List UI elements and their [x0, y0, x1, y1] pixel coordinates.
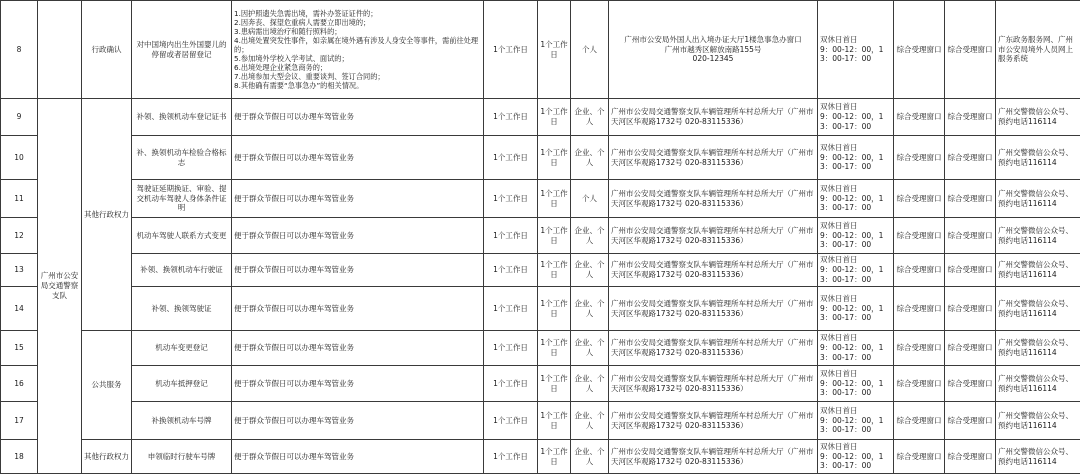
row-number: 18	[1, 440, 38, 474]
window-cell: 综合受理窗口	[894, 1, 945, 99]
conditions-cell: 便于群众节假日可以办理车驾管业务	[232, 331, 484, 366]
item-name: 补领、换领机动车行驶证	[132, 254, 232, 287]
category-cell: 公共服务	[82, 331, 132, 440]
table-row	[1, 366, 1080, 402]
blank-cell	[38, 1, 82, 99]
row-number: 9	[1, 99, 38, 136]
window-cell: 综合受理窗口	[945, 180, 996, 218]
hours-cell: 双休日首日 9：00-12：00，13：00-17：00	[818, 99, 894, 136]
table-row	[1, 254, 1080, 287]
window-cell: 综合受理窗口	[945, 99, 996, 136]
window-cell: 综合受理窗口	[945, 136, 996, 180]
row-number: 10	[1, 136, 38, 180]
item-name: 补换领机动车号牌	[132, 402, 232, 440]
target-cell: 企业、个人	[571, 402, 609, 440]
promise-time: 1个工作日	[538, 402, 571, 440]
department-cell: 广州市公安局交通警察支队	[38, 99, 82, 474]
time-limit: 1个工作日	[484, 218, 538, 254]
promise-time: 1个工作日	[538, 331, 571, 366]
location-cell: 广州市公安局交通警察支队车辆管理所车村总所大厅（广州市天河区华观路1732号 020-83115336）	[609, 136, 818, 180]
window-cell: 综合受理窗口	[945, 331, 996, 366]
row-number: 12	[1, 218, 38, 254]
promise-time: 1个工作日	[538, 254, 571, 287]
table-row	[1, 402, 1080, 440]
channel-cell: 广州交警微信公众号、预约电话116114	[996, 331, 1080, 366]
item-name: 机动车驾驶人联系方式变更	[132, 218, 232, 254]
location-cell: 广州市公安局交通警察支队车辆管理所车村总所大厅（广州市天河区华观路1732号 020-83115336）	[609, 99, 818, 136]
table-row	[1, 180, 1080, 218]
location-cell: 广州市公安局交通警察支队车辆管理所车村总所大厅（广州市天河区华观路1732号 020-83115336）	[609, 402, 818, 440]
window-cell: 综合受理窗口	[945, 254, 996, 287]
table-row	[1, 99, 1080, 136]
conditions-cell: 便于群众节假日可以办理车驾管业务	[232, 402, 484, 440]
window-cell: 综合受理窗口	[945, 366, 996, 402]
row-number: 14	[1, 287, 38, 331]
channel-cell: 广州交警微信公众号、预约电话116114	[996, 136, 1080, 180]
table-row	[1, 136, 1080, 180]
window-cell: 综合受理窗口	[945, 402, 996, 440]
hours-cell: 双休日首日 9：00-12：00，13：00-17：00	[818, 402, 894, 440]
row-number: 13	[1, 254, 38, 287]
time-limit: 1个工作日	[484, 402, 538, 440]
time-limit: 1个工作日	[484, 331, 538, 366]
location-cell: 广州市公安局交通警察支队车辆管理所车村总所大厅（广州市天河区华观路1732号 020-83115336）	[609, 180, 818, 218]
conditions-cell: 便于群众节假日可以办理车驾管业务	[232, 180, 484, 218]
hours-cell: 双休日首日 9：00-12：00，13：00-17：00	[818, 1, 894, 99]
row-number: 8	[1, 1, 38, 99]
time-limit: 1个工作日	[484, 366, 538, 402]
conditions-cell: 便于群众节假日可以办理车驾管业务	[232, 218, 484, 254]
time-limit: 1个工作日	[484, 180, 538, 218]
location-cell: 广州市公安局交通警察支队车辆管理所车村总所大厅（广州市天河区华观路1732号 020-83115336）	[609, 440, 818, 474]
row-number: 17	[1, 402, 38, 440]
window-cell: 综合受理窗口	[945, 440, 996, 474]
category-cell: 行政确认	[82, 1, 132, 99]
target-cell: 企业、个人	[571, 254, 609, 287]
target-cell: 个人	[571, 180, 609, 218]
promise-time: 1个工作日	[538, 366, 571, 402]
promise-time: 1个工作日	[538, 287, 571, 331]
promise-time: 1个工作日	[538, 440, 571, 474]
table-row	[1, 287, 1080, 331]
row-number: 16	[1, 366, 38, 402]
window-cell: 综合受理窗口	[894, 366, 945, 402]
channel-cell: 广州交警微信公众号、预约电话116114	[996, 218, 1080, 254]
conditions-cell: 便于群众节假日可以办理车驾管业务	[232, 287, 484, 331]
channel-cell: 广州交警微信公众号、预约电话116114	[996, 180, 1080, 218]
time-limit: 1个工作日	[484, 1, 538, 99]
table-row	[1, 331, 1080, 366]
item-name: 补领、换领驾驶证	[132, 287, 232, 331]
time-limit: 1个工作日	[484, 287, 538, 331]
time-limit: 1个工作日	[484, 254, 538, 287]
window-cell: 综合受理窗口	[945, 218, 996, 254]
target-cell: 企业、个人	[571, 287, 609, 331]
item-name: 对中国境内出生外国婴儿的停留或者居留登记	[132, 1, 232, 99]
location-cell: 广州市公安局交通警察支队车辆管理所车村总所大厅（广州市天河区华观路1732号 020-83115336）	[609, 218, 818, 254]
category-cell: 其他行政权力	[82, 440, 132, 474]
window-cell: 综合受理窗口	[894, 254, 945, 287]
window-cell: 综合受理窗口	[945, 287, 996, 331]
channel-cell: 广州交警微信公众号、预约电话116114	[996, 287, 1080, 331]
conditions-cell: 便于群众节假日可以办理车驾管业务	[232, 136, 484, 180]
window-cell: 综合受理窗口	[894, 402, 945, 440]
window-cell: 综合受理窗口	[894, 287, 945, 331]
target-cell: 企业、个人	[571, 366, 609, 402]
hours-cell: 双休日首日 9：00-12：00，13：00-17：00	[818, 366, 894, 402]
window-cell: 综合受理窗口	[945, 1, 996, 99]
window-cell: 综合受理窗口	[894, 440, 945, 474]
location-cell: 广州市公安局交通警察支队车辆管理所车村总所大厅（广州市天河区华观路1732号 020-83115336）	[609, 331, 818, 366]
hours-cell: 双休日首日 9：00-12：00，13：00-17：00	[818, 287, 894, 331]
conditions-cell: 便于群众节假日可以办理车驾管业务	[232, 99, 484, 136]
hours-cell: 双休日首日 9：00-12：00，13：00-17：00	[818, 136, 894, 180]
target-cell: 企业、个人	[571, 99, 609, 136]
hours-cell: 双休日首日 9：00-12：00，13：00-17：00	[818, 331, 894, 366]
promise-time: 1个工作日	[538, 218, 571, 254]
table-row	[1, 218, 1080, 254]
promise-time: 1个工作日	[538, 99, 571, 136]
conditions-cell: 便于群众节假日可以办理车驾管业务	[232, 440, 484, 474]
channel-cell: 广东政务服务网、广州市公安局境外人员网上服务系统	[996, 1, 1080, 99]
item-name: 申领临时行驶车号牌	[132, 440, 232, 474]
target-cell: 企业、个人	[571, 136, 609, 180]
item-name: 补领、换领机动车登记证书	[132, 99, 232, 136]
window-cell: 综合受理窗口	[894, 136, 945, 180]
promise-time: 1个工作日	[538, 1, 571, 99]
channel-cell: 广州交警微信公众号、预约电话116114	[996, 366, 1080, 402]
hours-cell: 双休日首日 9：00-12：00，13：00-17：00	[818, 218, 894, 254]
item-name: 驾驶证延期换证、审验、提交机动车驾驶人身体条件证明	[132, 180, 232, 218]
window-cell: 综合受理窗口	[894, 180, 945, 218]
table-row	[1, 1, 1080, 99]
time-limit: 1个工作日	[484, 440, 538, 474]
location-cell: 广州市公安局交通警察支队车辆管理所车村总所大厅（广州市天河区华观路1732号 020-83115336）	[609, 287, 818, 331]
promise-time: 1个工作日	[538, 180, 571, 218]
item-name: 机动车抵押登记	[132, 366, 232, 402]
channel-cell: 广州交警微信公众号、预约电话116114	[996, 254, 1080, 287]
hours-cell: 双休日首日 9：00-12：00，13：00-17：00	[818, 254, 894, 287]
target-cell: 企业、个人	[571, 440, 609, 474]
target-cell: 企业、个人	[571, 331, 609, 366]
row-number: 15	[1, 331, 38, 366]
window-cell: 综合受理窗口	[894, 331, 945, 366]
window-cell: 综合受理窗口	[894, 99, 945, 136]
conditions-cell: 便于群众节假日可以办理车驾管业务	[232, 254, 484, 287]
target-cell: 个人	[571, 1, 609, 99]
conditions-cell: 便于群众节假日可以办理车驾管业务	[232, 366, 484, 402]
window-cell: 综合受理窗口	[894, 218, 945, 254]
location-cell: 广州市公安局交通警察支队车辆管理所车村总所大厅（广州市天河区华观路1732号 020-83115336）	[609, 254, 818, 287]
promise-time: 1个工作日	[538, 136, 571, 180]
time-limit: 1个工作日	[484, 136, 538, 180]
row-number: 11	[1, 180, 38, 218]
conditions-cell: 1.因护照遗失急需出境，需补办签证证件的； 2.因奔丧、探望危重病人需要立即出境的； 3.患病需出境治疗和随行照料的； 4.出境处置突发性事件，如亲属在境外遇有涉及人身安全等事件，需前往处理的； 5.参加境外学校入学考试、面试的； 6.出境处理企业紧急商务的； 7.出境参加大型会议、重要谈判、签订合同的； 8.其他确有需要“急事急办”的相关情况。	[232, 1, 484, 99]
hours-cell: 双休日首日 9：00-12：00，13：00-17：00	[818, 180, 894, 218]
item-name: 机动车变更登记	[132, 331, 232, 366]
target-cell: 企业、个人	[571, 218, 609, 254]
category-cell: 其他行政权力	[82, 99, 132, 331]
hours-cell: 双休日首日 9：00-12：00，13：00-17：00	[818, 440, 894, 474]
table-row	[1, 440, 1080, 474]
channel-cell: 广州交警微信公众号、预约电话116114	[996, 440, 1080, 474]
item-name: 补、换领机动车检验合格标志	[132, 136, 232, 180]
location-cell: 广州市公安局外国人出入境办证大厅1楼急事急办窗口 广州市越秀区解放南路155号 020-12345	[609, 1, 818, 99]
location-cell: 广州市公安局交通警察支队车辆管理所车村总所大厅（广州市天河区华观路1732号 020-83115336）	[609, 366, 818, 402]
channel-cell: 广州交警微信公众号、预约电话116114	[996, 99, 1080, 136]
time-limit: 1个工作日	[484, 99, 538, 136]
channel-cell: 广州交警微信公众号、预约电话116114	[996, 402, 1080, 440]
